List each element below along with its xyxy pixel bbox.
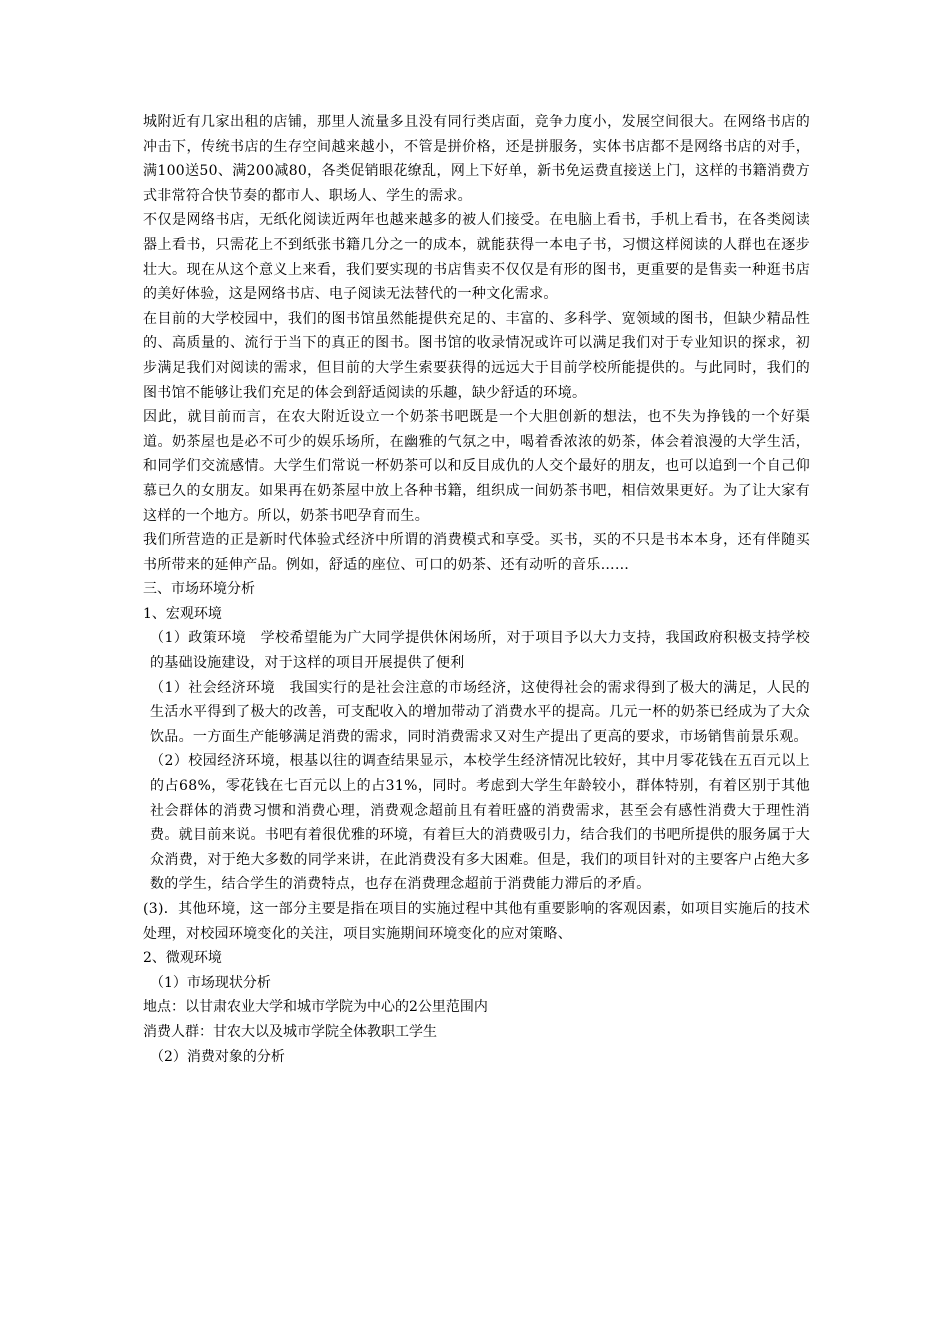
list-item-location: 地点：以甘肃农业大学和城市学院为中心的2公里范围内 xyxy=(143,999,488,1016)
list-item-market-status: （1）市场现状分析 xyxy=(150,974,271,991)
paragraph-bookstore-competition: 城附近有几家出租的店铺，那里人流量多且没有同行类店面，竞争力度小，发展空间很大。在网络书店的冲击下，传统书店的生存空间越来越小，不管是拼价格，还是拼服务，实体书店都不是网络书店的对手，满100送50、满200减80，各类促销眼花缭乱，网上下好单，新书免运费直接送上门，这样的书籍消费方式非常符合快节奏的都市人、职场人、学生的需求。 xyxy=(143,114,810,204)
paragraph-policy-environment: （1）政策环境 学校希望能为广大同学提供休闲场所，对于项目予以大力支持，我国政府积极支持学校的基础设施建设，对于这样的项目开展提供了便利 xyxy=(150,630,810,672)
paragraph-milk-tea-bar: 因此，就目前而言，在农大附近设立一个奶茶书吧既是一个大胆创新的想法，也不失为挣钱的一个好渠道。奶茶屋也是必不可少的娱乐场所，在幽雅的气氛之中，喝着香浓浓的奶茶，体会着浪漫的大学生活，和同学们交流感情。大学生们常说一杯奶茶可以和反目成仇的人交个最好的朋友，也可以追到一个自己仰慕已久的女朋友。如果再在奶茶屋中放上各种书籍，组织成一间奶茶书吧，相信效果更好。为了让大家有这样的一个地方。所以，奶茶书吧孕育而生。 xyxy=(143,409,810,524)
paragraph-campus-library: 在目前的大学校园中，我们的图书馆虽然能提供充足的、丰富的、多科学、宽领域的图书，但缺少精品性的、高质量的、流行于当下的真正的图书。图书馆的收录情况或许可以满足我们对于专业知识的探求，初步满足我们对阅读的需求，但目前的大学生索要获得的远远大于目前学校所能提供的。与此同时，我们的图书馆不能够让我们充足的体会到舒适阅读的乐趣，缺少舒适的环境。 xyxy=(143,310,810,401)
paragraph-experience-economy: 我们所营造的正是新时代体验式经济中所谓的消费模式和享受。买书，买的不只是书本本身，还有伴随买书所带来的延伸产品。例如，舒适的座位、可口的奶茶、还有动听的音乐…… xyxy=(143,532,810,573)
list-item-consumers: 消费人群：甘农大以及城市学院全体教职工学生 xyxy=(143,1023,437,1040)
document-page xyxy=(143,110,810,1069)
paragraph-paperless-reading: 不仅是网络书店，无纸化阅读近两年也越来越多的被人们接受。在电脑上看书，手机上看书，在各类阅读器上看书，只需花上不到纸张书籍几分之一的成本，就能获得一本电子书，习惯这样阅读的人群也在逐步壮大。现在从这个意义上来看，我们要实现的书店售卖不仅仅是有形的图书，更重要的是售卖一种逛书店的美好体验，这是网络书店、电子阅读无法替代的一种文化需求。 xyxy=(143,212,810,303)
list-item-consumer-analysis: （2）消费对象的分析 xyxy=(150,1048,285,1065)
subheading-micro-environment: 2、微观环境 xyxy=(143,950,222,967)
subheading-macro-environment: 1、宏观环境 xyxy=(143,605,222,622)
paragraph-other-environment: (3)．其他环境，这一部分主要是指在项目的实施过程中其他有重要影响的客观因素，如项目实施后的技术处理，对校园环境变化的关注，项目实施期间环境变化的应对策略、 xyxy=(143,901,810,942)
paragraph-campus-economic-environment: （2）校园经济环境，根基以往的调查结果显示，本校学生经济情况比较好，其中月零花钱在五百元以上的占68%，零花钱在七百元以上的占31%，同时。考虑到大学生年龄较小，群体特别，有着区别于其他社会群体的消费习惯和消费心理，消费观念超前且有着旺盛的消费需求，甚至会有感性消费大于理性消费。就目前来说。书吧有着很优雅的环境，有着巨大的消费吸引力，结合我们的书吧所提供的服务属于大众消费，对于绝大多数的同学来讲，在此消费没有多大困难。但是，我们的项目针对的主要客户占绝大多数的学生，结合学生的消费特点，也存在消费理念超前于消费能力滞后的矛盾。 xyxy=(150,753,810,893)
paragraph-social-economic-environment: （1）社会经济环境 我国实行的是社会注意的市场经济，这使得社会的需求得到了极大的满足，人民的生活水平得到了极大的改善，可支配收入的增加带动了消费水平的提高。几元一杯的奶茶已经成为了大众饮品。一方面生产能够满足消费的需求，同时消费需求又对生产提出了更高的要求，市场销售前景乐观。 xyxy=(150,679,810,745)
section-heading-market-analysis: 三、市场环境分析 xyxy=(143,581,255,598)
